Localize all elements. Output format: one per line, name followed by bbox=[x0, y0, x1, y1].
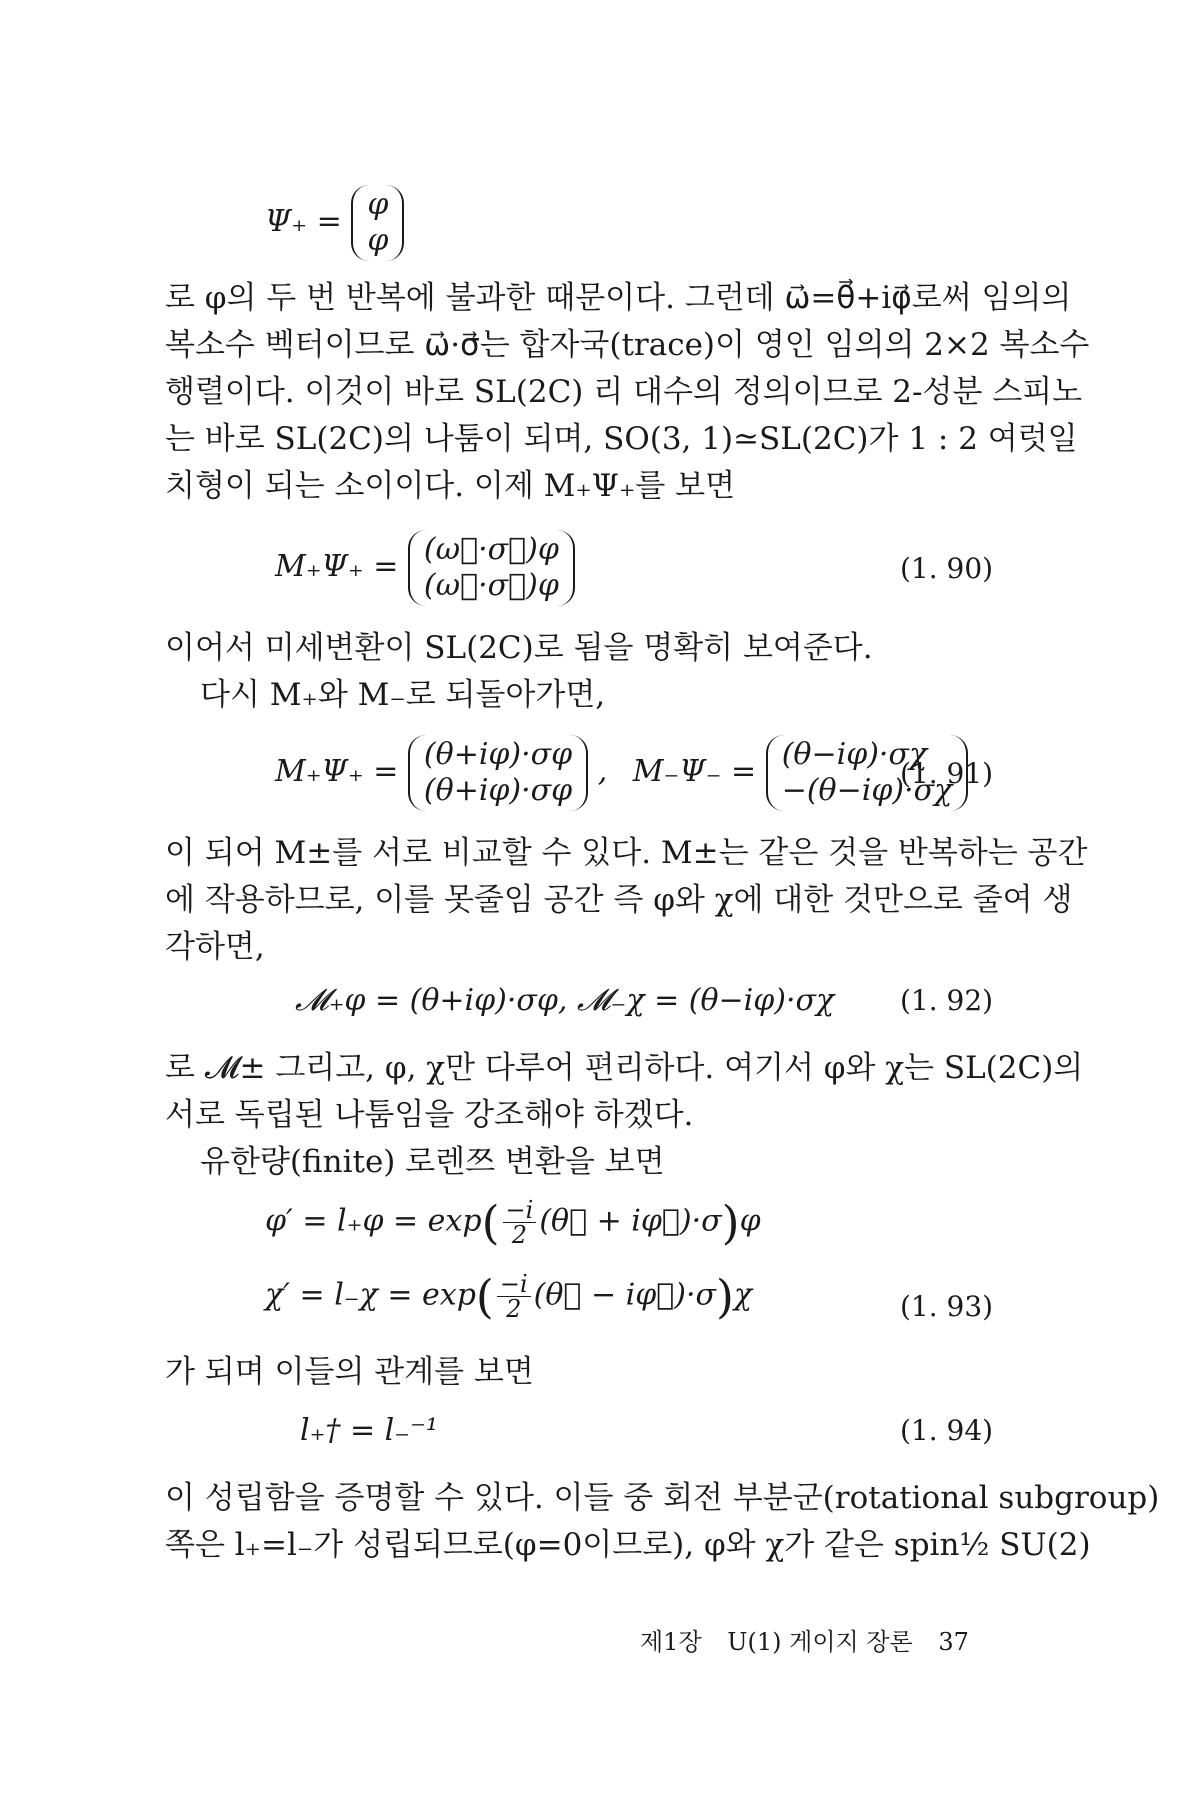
paragraph-line: 로 φ의 두 번 반복에 불과한 때문이다. 그런데 ω⃗=θ⃗+iφ⃗로써 임의의 bbox=[165, 280, 1072, 316]
equation-separator: , bbox=[597, 754, 608, 789]
equation-number: (1. 90) bbox=[900, 552, 994, 585]
paragraph-line: 로 𝓜± 그리고, φ, χ만 다루어 편리하다. 여기서 φ와 χ는 SL(2C)의 bbox=[165, 1050, 1084, 1086]
exponent-body: (θ⃗ − iφ⃗)·σ bbox=[533, 1277, 716, 1313]
equation-1-90 bbox=[275, 530, 575, 606]
equation-1-91 bbox=[275, 735, 968, 811]
fraction bbox=[497, 1272, 531, 1321]
equation-number: (1. 91) bbox=[900, 757, 994, 790]
page-footer bbox=[640, 1622, 969, 1657]
matrix-column bbox=[408, 735, 588, 811]
equation-1-93-line-1: φ′ = l₊φ = exp( $\frac{-i}{2}$ (θ⃗ + iφ⃗)·σ)φ bbox=[265, 1195, 761, 1250]
paragraph-line: 복소수 벡터이므로 ω⃗·σ⃗는 합자국(trace)이 영인 임의의 2×2 복소수 bbox=[165, 327, 1090, 363]
page-number: 37 bbox=[938, 1628, 969, 1656]
equation-number: (1. 93) bbox=[900, 1290, 994, 1323]
paragraph-line: 이 되어 M±를 서로 비교할 수 있다. M±는 같은 것을 반복하는 공간 bbox=[165, 835, 1088, 871]
equation-lhs: χ′ = l₋χ = exp bbox=[265, 1277, 476, 1313]
exponent-body: (θ⃗ + iφ⃗)·σ bbox=[539, 1203, 722, 1239]
paragraph-line: 이어서 미세변환이 SL(2C)로 됨을 명확히 보여준다. bbox=[165, 630, 873, 666]
equation-lhs: φ′ = l₊φ = exp bbox=[265, 1203, 482, 1239]
equation-tail: φ bbox=[739, 1203, 761, 1239]
matrix-row-1: (ω⃗·σ⃗)φ bbox=[423, 532, 559, 567]
fraction-denominator: 2 bbox=[506, 1295, 522, 1323]
equation-lhs: Ψ₊ = bbox=[265, 204, 342, 239]
matrix-row-1: (θ+iφ)·σφ bbox=[423, 737, 573, 772]
equation-1-93-line-2: χ′ = l₋χ = exp( $\frac{-i}{2}$ (θ⃗ − iφ⃗)·σ)χ bbox=[265, 1269, 753, 1324]
paragraph-line: 서로 독립된 나툼임을 강조해야 하겠다. bbox=[165, 1097, 694, 1133]
equation-tail: χ bbox=[733, 1277, 753, 1313]
matrix-row-2: (θ+iφ)·σφ bbox=[423, 773, 573, 808]
matrix-row-2: (ω⃗·σ⃗)φ bbox=[423, 568, 559, 603]
spinor-row-1: φ bbox=[367, 187, 389, 222]
equation-1-92: 𝓜₊φ = (θ+iφ)·σφ, 𝓜₋χ = (θ−iφ)·σχ bbox=[295, 983, 835, 1018]
chapter-label: 제1장 bbox=[640, 1628, 702, 1656]
fraction-numerator: −i bbox=[497, 1272, 531, 1297]
equation-psi-plus bbox=[265, 185, 404, 261]
spinor-row-2: φ bbox=[367, 223, 389, 258]
spinor-column bbox=[351, 185, 404, 261]
matrix-row-1: (θ−iφ)·σχ bbox=[781, 737, 928, 772]
fraction bbox=[503, 1198, 537, 1247]
paragraph-line: 에 작용하므로, 이를 못줄임 공간 즉 φ와 χ에 대한 것만으로 줄여 생 bbox=[165, 882, 1073, 918]
paragraph-line: 이 성립함을 증명할 수 있다. 이들 중 회전 부분군(rotational subgroup) bbox=[165, 1480, 1160, 1516]
matrix-row-2: −(θ−iφ)·σχ bbox=[781, 773, 953, 808]
chapter-title: U(1) 게이지 장론 bbox=[727, 1628, 913, 1656]
fraction-denominator: 2 bbox=[511, 1221, 528, 1249]
fraction-numerator: −i bbox=[503, 1198, 537, 1223]
matrix-column bbox=[408, 530, 575, 606]
equation-number: (1. 94) bbox=[900, 1414, 994, 1447]
equation-number: (1. 92) bbox=[900, 984, 994, 1017]
paragraph-line: 가 되며 이들의 관계를 보면 bbox=[165, 1354, 534, 1390]
paragraph-line: 유한량(finite) 로렌쯔 변환을 보면 bbox=[200, 1144, 665, 1180]
equation-lhs: M₋Ψ₋ = bbox=[632, 754, 757, 789]
equation-lhs: M₊Ψ₊ = bbox=[275, 754, 399, 789]
paragraph-line: 각하면, bbox=[165, 929, 265, 965]
paragraph-line: 행렬이다. 이것이 바로 SL(2C) 리 대수의 정의이므로 2-성분 스피노 bbox=[165, 374, 1083, 410]
equation-lhs: M₊Ψ₊ = bbox=[275, 549, 399, 584]
paragraph-line: 치형이 되는 소이이다. 이제 M₊Ψ₊를 보면 bbox=[165, 468, 736, 504]
paragraph-line: 는 바로 SL(2C)의 나툼이 되며, SO(3, 1)≃SL(2C)가 1 : 2 여럿일 bbox=[165, 421, 1078, 457]
equation-1-94: l₊† = l₋⁻¹ bbox=[300, 1413, 438, 1448]
paragraph-line: 쪽은 l₊=l₋가 성립되므로(φ=0이므로), φ와 χ가 같은 spin½ SU(2) bbox=[165, 1527, 1091, 1563]
paragraph-line: 다시 M₊와 M₋로 되돌아가면, bbox=[200, 677, 606, 713]
